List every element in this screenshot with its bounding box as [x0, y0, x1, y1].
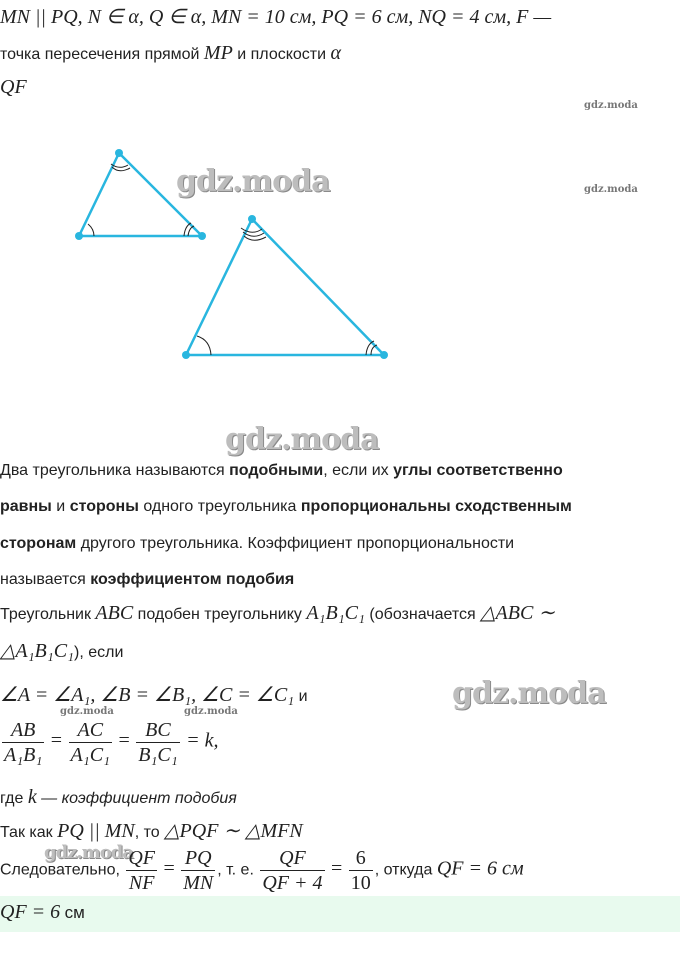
def-bold-sides: стороны	[69, 498, 139, 515]
sim-notation: △ABC ∼	[480, 602, 556, 624]
problem-find: QF	[0, 76, 27, 98]
small-vertex-top	[115, 149, 123, 157]
angles-and: и	[298, 688, 308, 705]
watermark-big-figure: gdz.moda	[176, 164, 330, 199]
definition-line-2	[0, 498, 572, 516]
def-bold-angles: углы соответственно	[393, 462, 563, 479]
angles-equalities: ∠A = ∠A₁, ∠B = ∠B₁, ∠C = ∠C₁	[0, 684, 295, 706]
ratio-eq-1: =	[50, 729, 63, 752]
def-bold-proportional: пропорциональны сходственным	[300, 498, 572, 515]
solution-line-2	[0, 846, 524, 895]
def-text-5: другого треугольника. Коэффициент пропорциональности	[80, 535, 515, 552]
ratio-ab: $\frac{AB}{\text{A₁B₁}}$	[4, 719, 43, 766]
sim-a1b1c1: A₁B₁C₁	[306, 602, 365, 624]
answer-unit: см	[64, 903, 85, 922]
coef-desc: — коэффициент подобия	[41, 790, 237, 807]
small-vertex-right	[198, 232, 206, 240]
def-text-3: и	[56, 498, 66, 515]
problem-line2	[0, 42, 341, 65]
large-triangle-outline	[186, 219, 384, 355]
answer-line	[0, 901, 85, 924]
sim-abc: ABC	[95, 602, 134, 624]
answer-box	[0, 896, 680, 932]
problem-conditions: MN || PQ, N ∈ α, Q ∈ α, MN = 10 см, PQ = 6 см, NQ = 4 см, F —	[0, 6, 552, 28]
def-text-4: одного треугольника	[143, 498, 297, 515]
large-vertex-left	[182, 351, 190, 359]
watermark-small-3: gdz.moda	[60, 706, 114, 717]
sol-parallel: PQ || MN	[57, 820, 135, 842]
ratio-ac: $\frac{AC}{\text{A₁C₁}}$	[70, 719, 110, 766]
small-angle-left-arc	[88, 224, 94, 236]
sol-ie: , т. е.	[217, 861, 254, 879]
ratio-eq-2: =	[118, 729, 130, 752]
sol-whence: , откуда	[374, 861, 433, 879]
def-text-2: , если их	[323, 462, 389, 479]
sol-since: Так как	[0, 824, 53, 841]
definition-line-1	[0, 462, 563, 480]
angles-line	[0, 682, 308, 707]
def-bold-sides-2: сторонам	[0, 535, 77, 552]
def-bold-equal: равны	[0, 498, 52, 515]
watermark-big-right: gdz.moda	[452, 676, 606, 711]
sol-then: , то	[134, 824, 160, 841]
sol-eq-1: =	[163, 857, 175, 880]
ratio-bc: $\frac{BC}{\text{B₁C₁}}$	[138, 719, 178, 766]
problem-line2-alpha: α	[330, 42, 342, 64]
answer-value: QF = 6	[0, 901, 61, 923]
watermark-big-center: gdz.moda	[225, 422, 379, 457]
sol-eq-2: =	[330, 857, 343, 880]
large-angle-top-arc-3	[241, 228, 262, 232]
watermark-medium: gdz.moda	[44, 842, 133, 863]
sim-text-3: (обозначается	[369, 606, 476, 623]
definition-line-3	[0, 535, 514, 553]
sol-ratio-pq-mn: $\frac{PQ}{MN}$	[183, 847, 214, 894]
watermark-small-4: gdz.moda	[184, 706, 238, 717]
similarity-line-1	[0, 600, 555, 625]
sim-text-4: ), если	[74, 644, 124, 661]
def-text-6: называется	[0, 571, 86, 588]
similarity-line-2	[0, 638, 123, 663]
definition-line-4	[0, 571, 294, 589]
sim-text-1: Треугольник	[0, 606, 91, 623]
large-triangle	[182, 215, 388, 359]
large-vertex-top	[248, 215, 256, 223]
sim-notation-2: △A₁B₁C₁	[0, 640, 75, 662]
solution-line-1	[0, 818, 303, 843]
sol-similar: △PQF ∼ △MFN	[164, 820, 303, 842]
small-vertex-left	[75, 232, 83, 240]
coefficient-line	[0, 786, 237, 809]
sol-result: QF = 6 см	[436, 857, 524, 880]
coef-k: k	[27, 786, 37, 808]
watermark-small-2: gdz.moda	[584, 184, 638, 195]
large-angle-left-arc	[197, 336, 211, 355]
watermark-small-1: gdz.moda	[584, 100, 638, 111]
def-text-1: Два треугольника называются	[0, 462, 225, 479]
problem-line2-and: и плоскости	[237, 46, 327, 63]
sim-text-2: подобен треугольнику	[137, 606, 302, 623]
def-bold-similar: подобными	[229, 462, 324, 479]
ratio-eq-k: = k,	[186, 729, 219, 752]
large-vertex-right	[380, 351, 388, 359]
problem-line2-text: точка пересечения прямой	[0, 46, 200, 63]
def-bold-coefficient: коэффициентом подобия	[90, 571, 295, 588]
coef-where: где	[0, 790, 24, 807]
ratio-line	[0, 718, 218, 767]
sol-ratio-qf-nf: $\frac{QF}{NF}$	[128, 847, 156, 894]
sol-therefore: Следовательно,	[0, 861, 120, 879]
problem-line2-mp: MP	[203, 42, 233, 64]
sol-ratio-qf-qf4: $\frac{QF}{QF + 4}$	[262, 847, 323, 894]
sol-ratio-6-10: $\frac{6}{10}$	[350, 847, 371, 894]
